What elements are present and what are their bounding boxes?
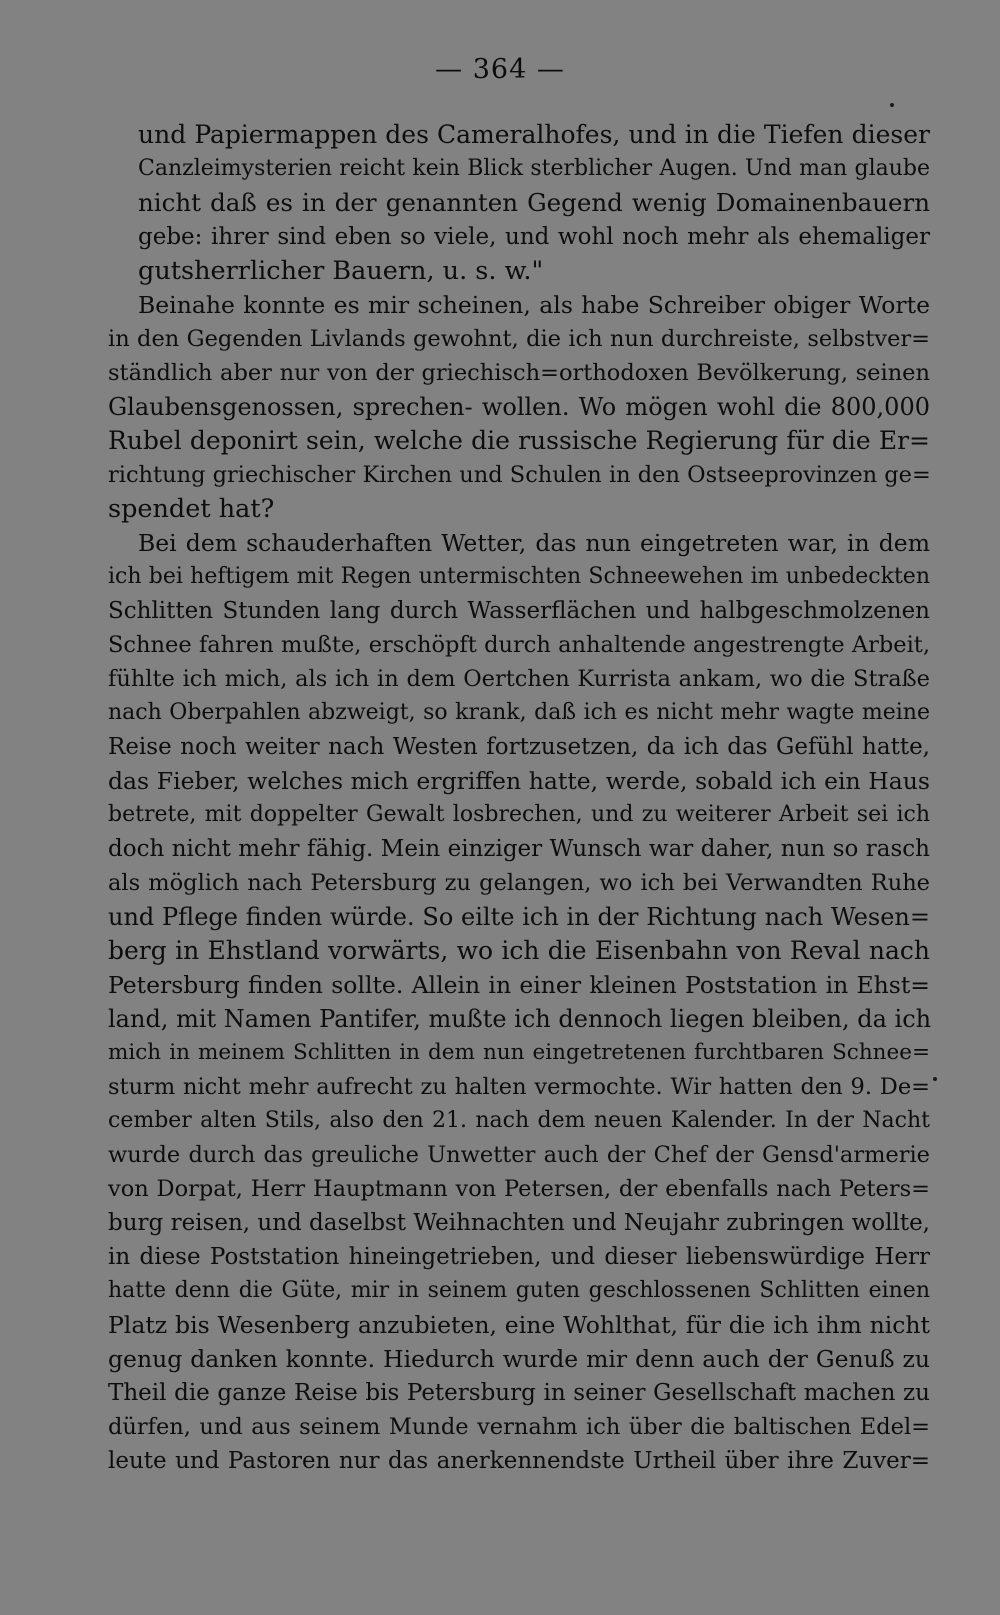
- text-line: und Papiermappen des Cameralhofes, und in die Tiefen dieser: [138, 120, 930, 149]
- text-line: Schnee fahren mußte, erschöpft durch anhaltende angestrengte Arbeit,: [108, 632, 930, 658]
- text-line: Petersburg finden sollte. Allein in einer kleinen Poststation in Ehst=: [108, 971, 930, 999]
- text-line: ständlich aber nur von der griechisch=orthodoxen Bevölkerung, seinen: [108, 360, 930, 386]
- print-speck: [890, 103, 894, 107]
- text-line: genug danken konnte. Hiedurch wurde mir denn auch der Genuß zu: [108, 1345, 930, 1373]
- text-line: leute und Pastoren nur das anerkennendste Urtheil über ihre Zuver=: [108, 1448, 930, 1474]
- text-line: dürfen, und aus seinem Munde vernahm ich über die baltischen Edel=: [108, 1414, 930, 1440]
- text-line: mich in meinem Schlitten in dem nun eingetretenen furchtbaren Schnee=: [108, 1040, 930, 1065]
- text-line: in diese Poststation hineingetrieben, und dieser liebenswürdige Herr: [108, 1244, 930, 1270]
- text-line: als möglich nach Petersburg zu gelangen, wo ich bei Verwandten Ruhe: [108, 870, 930, 896]
- text-line: nicht daß es in der genannten Gegend wenig Domainenbauern: [138, 188, 930, 217]
- text-line: gutsherrlicher Bauern, u. s. w.": [138, 256, 544, 286]
- text-line: Glaubensgenossen, sprechen- wollen. Wo mögen wohl die 800,000: [108, 393, 930, 421]
- text-line: Platz bis Wesenberg anzubieten, eine Wohlthat, für die ich ihm nicht: [108, 1311, 930, 1339]
- text-line: fühlte ich mich, als ich in dem Oertchen Kurrista ankam, wo die Straße: [108, 666, 930, 692]
- text-line: sturm nicht mehr aufrecht zu halten vermochte. Wir hatten den 9. De=: [108, 1074, 930, 1100]
- text-line: das Fieber, welches mich ergriffen hatte, werde, sobald ich ein Haus: [108, 767, 930, 795]
- text-line: spendet hat?: [108, 494, 275, 524]
- text-line: von Dorpat, Herr Hauptmann von Petersen, der ebenfalls nach Peters=: [108, 1176, 930, 1202]
- body-text: [108, 118, 930, 1478]
- text-line: Beinahe konnte es mir scheinen, als habe Schreiber obiger Worte: [138, 291, 930, 319]
- print-speck: [933, 1077, 937, 1081]
- text-line: Canzleimysterien reicht kein Blick sterblicher Augen. Und man glaube: [138, 156, 930, 181]
- text-line: ich bei heftigem mit Regen untermischten Schneewehen im unbedeckten: [108, 564, 930, 589]
- text-line: Rubel deponirt sein, welche die russische Regierung für die Er=: [108, 426, 930, 455]
- text-line: gebe: ihrer sind eben so viele, und wohl noch mehr als ehemaliger: [138, 224, 930, 250]
- text-line: hatte denn die Güte, mir in seinem guten geschlossenen Schlitten einen: [108, 1278, 930, 1303]
- text-line: doch nicht mehr fähig. Mein einziger Wunsch war daher, nun so rasch: [108, 836, 930, 862]
- text-line: in den Gegenden Livlands gewohnt, die ich nun durchreiste, selbstver=: [108, 326, 930, 352]
- text-line: betrete, mit doppelter Gewalt losbrechen, und zu weiterer Arbeit sei ich: [108, 802, 930, 827]
- text-line: wurde durch das greuliche Unwetter auch der Chef der Gensd'armerie: [108, 1142, 930, 1168]
- text-line: burg reisen, und daselbst Weihnachten und Neujahr zubringen wollte,: [108, 1210, 930, 1236]
- text-line: land, mit Namen Pantifer, mußte ich dennoch liegen bleiben, da ich: [108, 1005, 932, 1033]
- text-line: nach Oberpahlen abzweigt, so krank, daß ich es nicht mehr wagte meine: [108, 700, 930, 725]
- text-line: Bei dem schauderhaften Wetter, das nun eingetreten war, in dem: [138, 529, 930, 557]
- text-line: Reise noch weiter nach Westen fortzusetzen, da ich das Gefühl hatte,: [108, 734, 930, 760]
- text-line: Theil die ganze Reise bis Petersburg in seiner Gesellschaft machen zu: [108, 1380, 930, 1406]
- text-line: richtung griechischer Kirchen und Schulen in den Ostseeprovinzen ge=: [108, 462, 931, 488]
- text-line: berg in Ehstland vorwärts, wo ich die Eisenbahn von Reval nach: [108, 936, 930, 965]
- text-line: Schlitten Stunden lang durch Wasserflächen und halbgeschmolzenen: [108, 598, 930, 624]
- page-number: — 364 —: [435, 54, 565, 85]
- text-line: cember alten Stils, also den 21. nach dem neuen Kalender. In der Nacht: [108, 1108, 930, 1133]
- text-line: und Pflege finden würde. So eilte ich in der Richtung nach Wesen=: [108, 903, 930, 931]
